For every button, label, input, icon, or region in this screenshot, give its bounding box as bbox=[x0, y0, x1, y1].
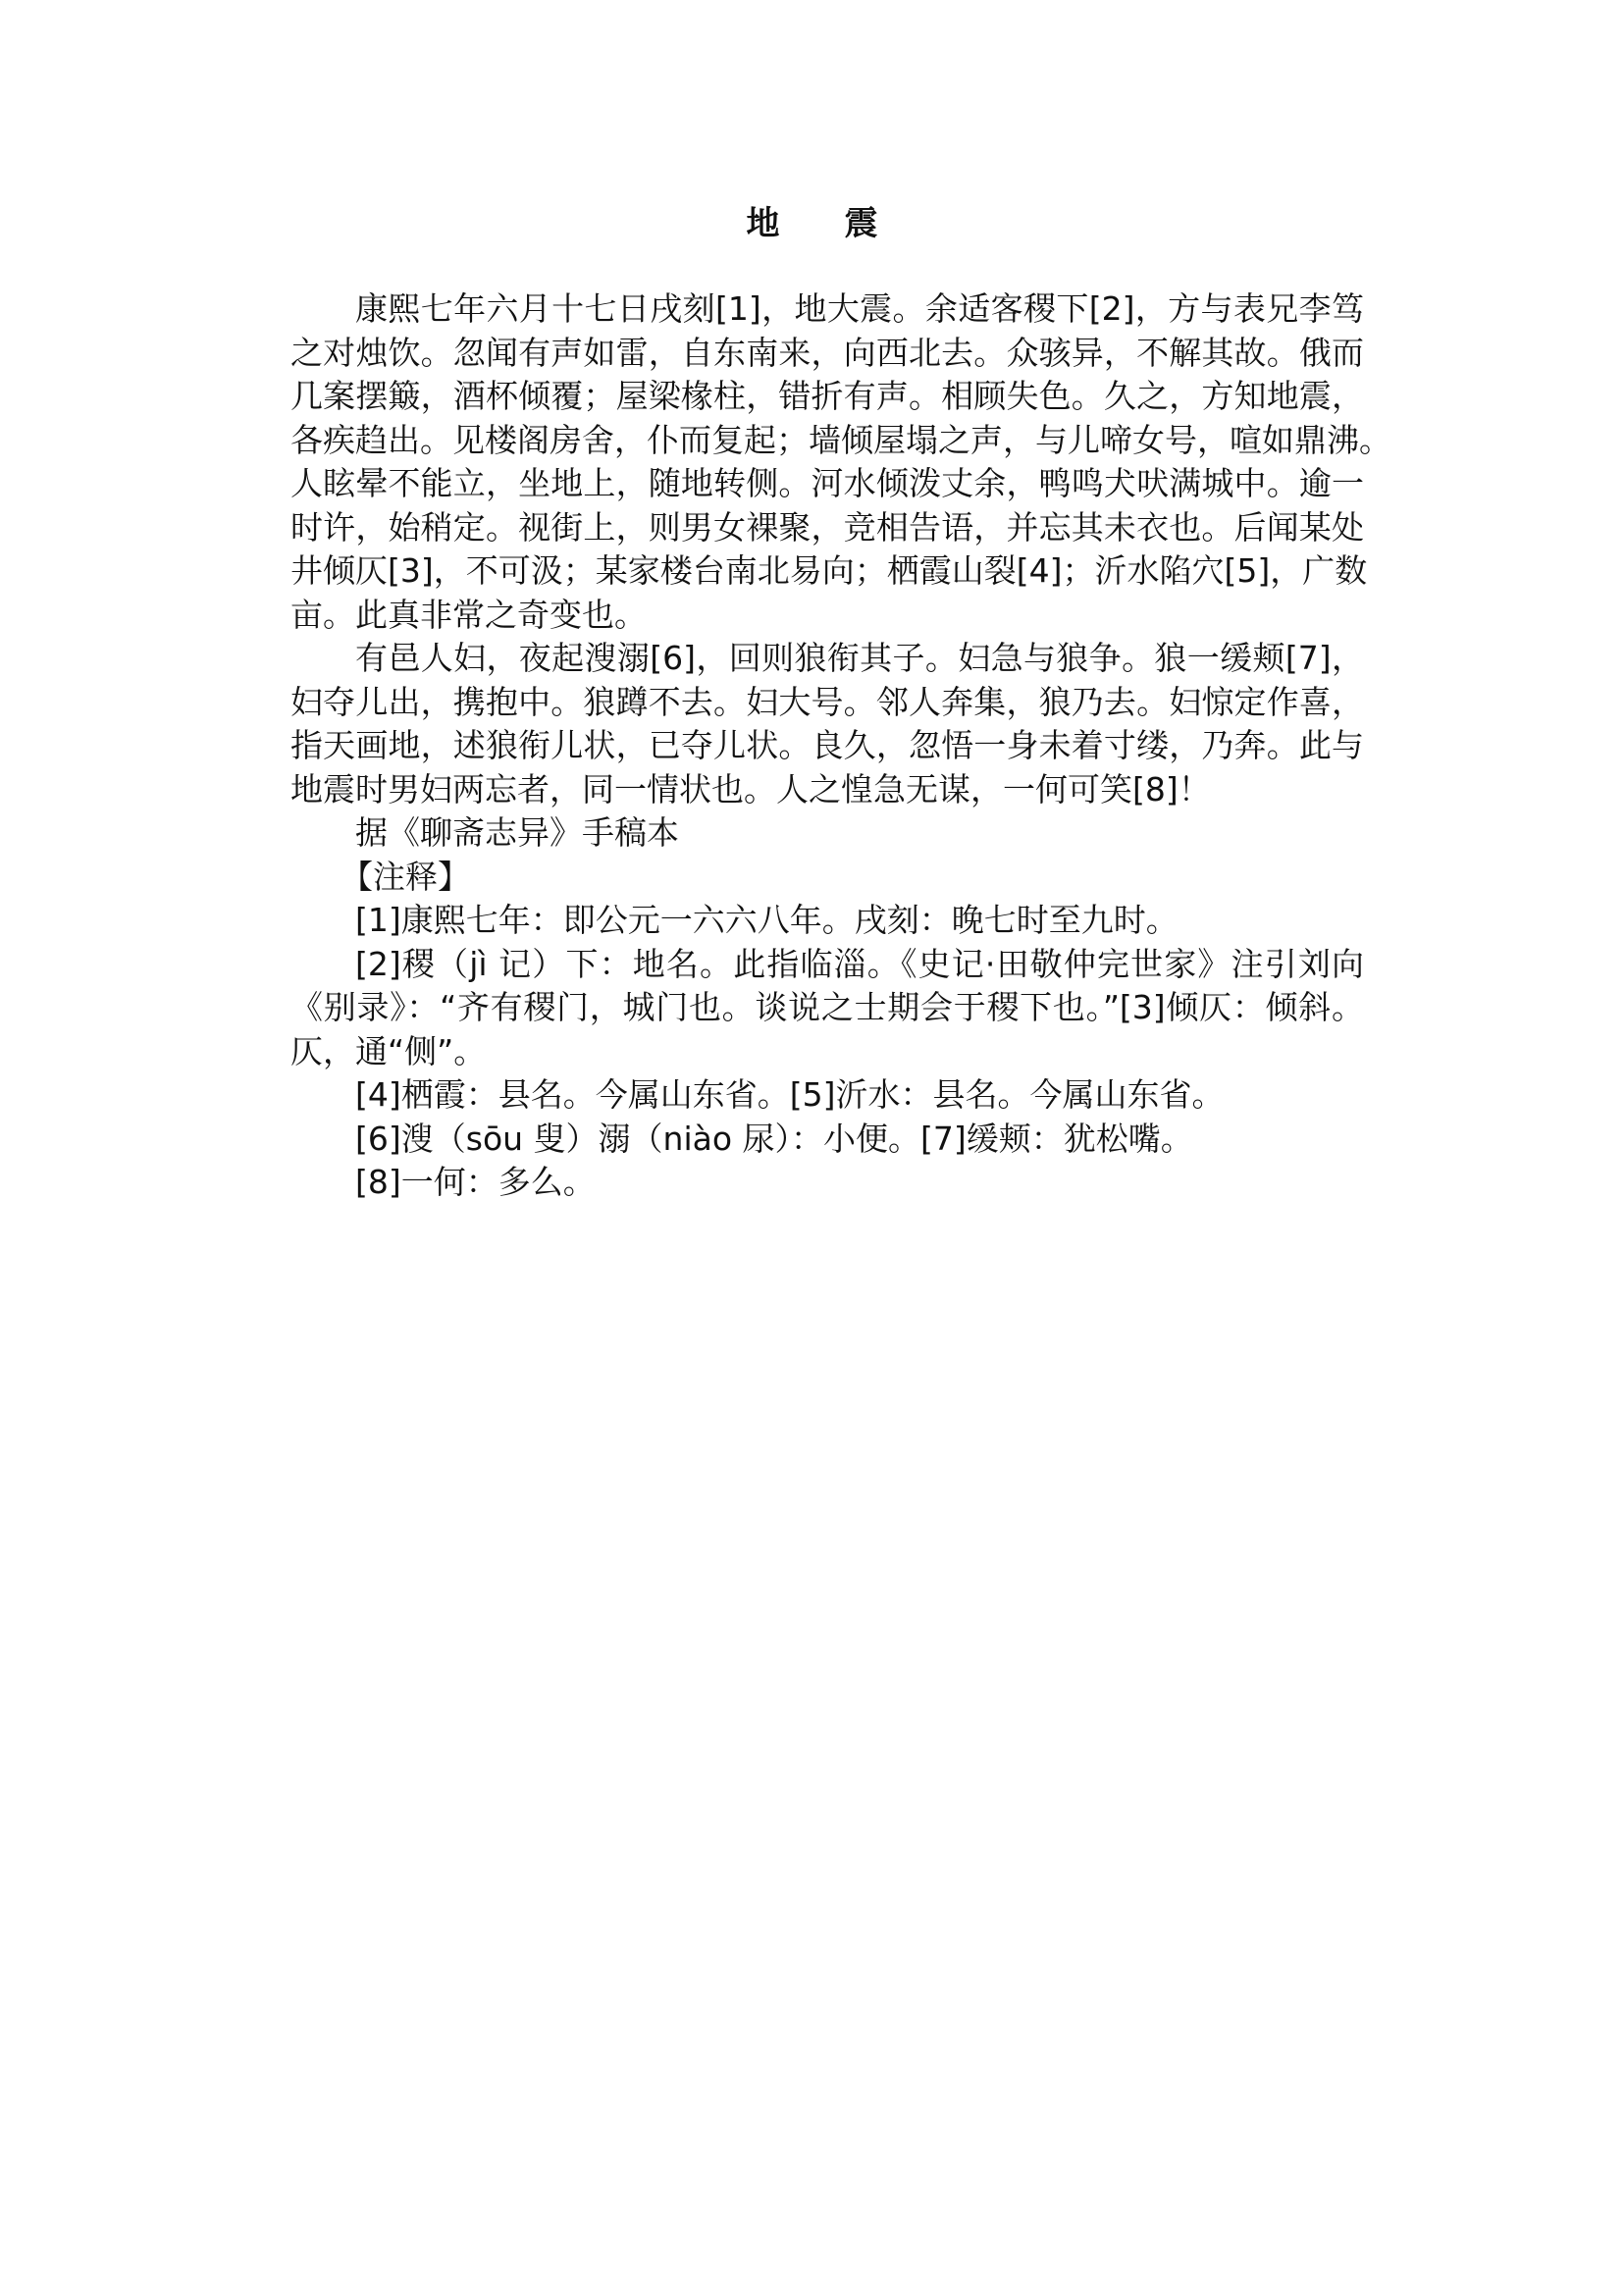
source-line: 据《聊斋志异》手稿本 bbox=[355, 813, 679, 852]
paragraph-line: 井倾仄[3]，不可汲；某家楼台南北易向；栖霞山裂[4]；沂水陷穴[5]，广数 bbox=[290, 551, 1368, 590]
paragraph-line: 有邑人妇，夜起溲溺[6]，回则狼衔其子。妇急与狼争。狼一缓颊[7]， bbox=[355, 639, 1364, 677]
paragraph-earthquake bbox=[290, 287, 1391, 637]
paragraph-wolf bbox=[290, 637, 1364, 811]
notes-heading: 【注释】 bbox=[341, 857, 470, 896]
page-title bbox=[0, 202, 1624, 245]
note-item: [1]康熙七年：即公元一六六八年。戌刻：晚七时至九时。 bbox=[355, 901, 1179, 939]
paragraph-line: 几案摆簸，酒杯倾覆；屋梁椽柱，错折有声。相顾失色。久之，方知地震， bbox=[290, 377, 1364, 415]
paragraph-line: 人眩晕不能立，坐地上，随地转侧。河水倾泼丈余，鸭鸣犬吠满城中。逾一 bbox=[290, 464, 1364, 502]
paragraph-line: 亩。此真非常之奇变也。 bbox=[290, 595, 647, 634]
paragraph-line: 康熙七年六月十七日戌刻[1]，地大震。余适客稷下[2]，方与表兄李笃 bbox=[355, 289, 1364, 328]
paragraph-line: 指天画地，述狼衔儿状，已夺儿状。良久，忽悟一身未着寸缕，乃奔。此与 bbox=[290, 726, 1364, 764]
title-char-1: 地 bbox=[746, 204, 780, 243]
paragraph-line: 各疾趋出。见楼阁房舍，仆而复起；墙倾屋塌之声，与儿啼女号，喧如鼎沸。 bbox=[290, 420, 1391, 459]
notes-list bbox=[290, 899, 1364, 1205]
paragraph-line: 地震时男妇两忘者，同一情状也。人之惶急无谋，一何可笑[8]！ bbox=[290, 769, 1211, 808]
paragraph-line: 之对烛饮。忽闻有声如雷，自东南来，向西北去。众骇异，不解其故。俄而 bbox=[290, 333, 1364, 372]
document-body bbox=[290, 287, 1391, 1205]
note-item: [4]栖霞：县名。今属山东省。[5]沂水：县名。今属山东省。 bbox=[355, 1075, 1225, 1114]
title-char-2: 震 bbox=[844, 204, 878, 243]
note-item-continuation: 仄，通“侧”。 bbox=[290, 1031, 487, 1070]
note-item: [6]溲（sōu 叟）溺（niào 尿）：小便。[7]缓颊：犹松嘴。 bbox=[355, 1119, 1193, 1158]
note-item-continuation: 《别录》：“齐有稷门，城门也。谈说之士期会于稷下也。”[3]倾仄：倾斜。 bbox=[290, 988, 1364, 1026]
note-item: [2]稷（jì 记）下：地名。此指临淄。《史记·田敬仲完世家》注引刘向 bbox=[355, 944, 1364, 983]
paragraph-line: 时许，始稍定。视街上，则男女裸聚，竞相告语，并忘其未衣也。后闻某处 bbox=[290, 507, 1364, 547]
note-item: [8]一何：多么。 bbox=[355, 1163, 596, 1201]
paragraph-line: 妇夺儿出，携抱中。狼蹲不去。妇大号。邻人奔集，狼乃去。妇惊定作喜， bbox=[290, 682, 1364, 721]
